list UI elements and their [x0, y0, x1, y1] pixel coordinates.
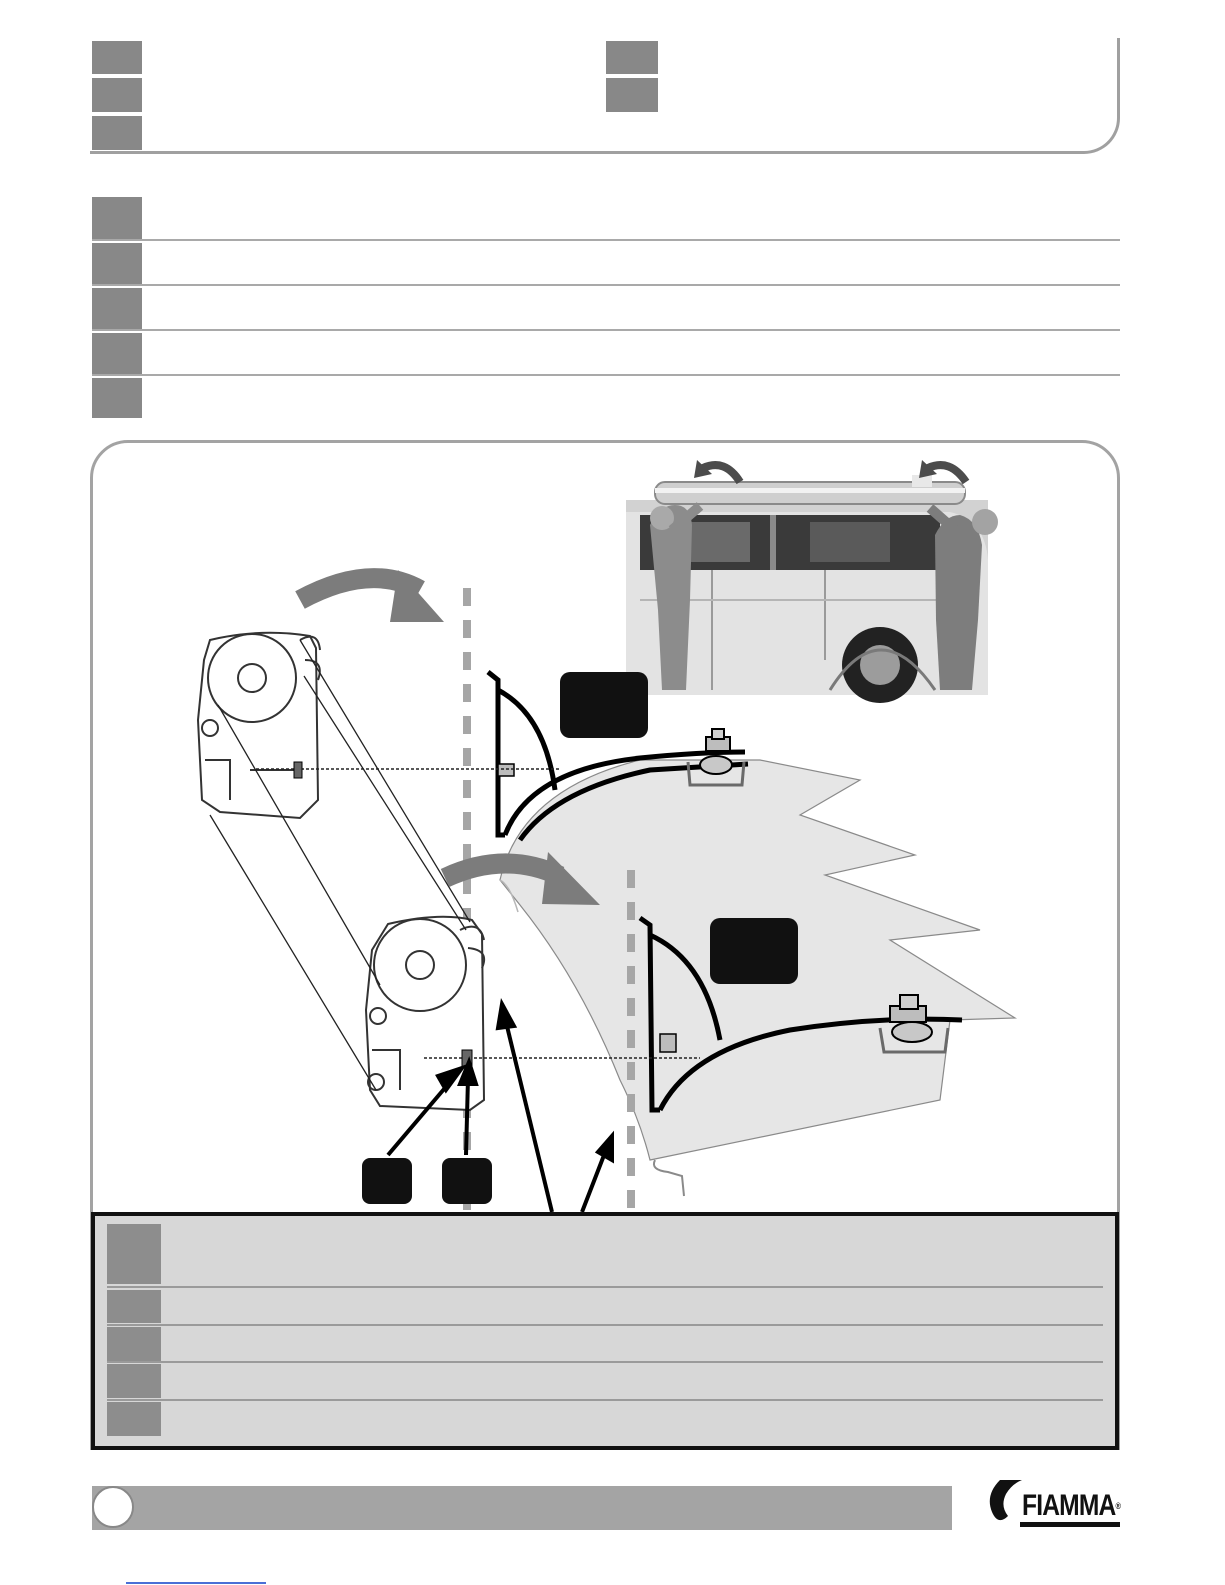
logo-wordmark: FIAMMA	[1022, 1489, 1116, 1522]
registered-mark: ®	[1115, 1501, 1121, 1511]
footer-link-underline[interactable]	[126, 1582, 266, 1584]
fiamma-logo[interactable]	[1022, 1488, 1121, 1524]
